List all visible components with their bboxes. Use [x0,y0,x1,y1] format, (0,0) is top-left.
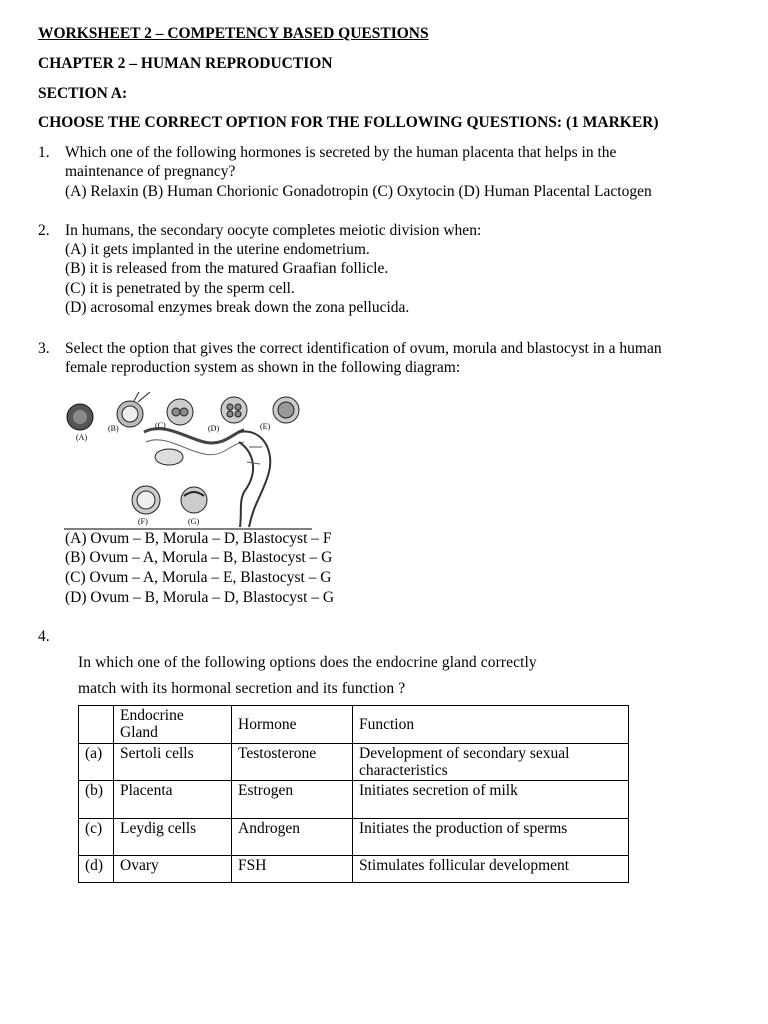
q1-options: (A) Relaxin (B) Human Chorionic Gonadotropin (C) Oxytocin (D) Human Placental Lactogen [65,183,652,200]
table-row [79,856,629,883]
diagram-label-b: (B) [108,424,119,433]
table-cell: Ovary [114,856,232,883]
table-cell: Testosterone [232,744,353,781]
table-cell: Estrogen [232,781,353,819]
q3-stem-line2: female reproduction system as shown in the following diagram: [65,359,461,376]
table-row [79,781,629,819]
table-cell: Initiates the production of sperms [353,819,629,856]
table-cell: (d) [79,856,114,883]
q3-option-a: (A) Ovum – B, Morula – D, Blastocyst – F [65,530,332,547]
table-header-cell [79,706,114,744]
table-header-row [79,706,629,744]
chapter-title: CHAPTER 2 – HUMAN REPRODUCTION [38,55,333,72]
table-cell: Initiates secretion of milk [353,781,629,819]
table-header-cell: Endocrine Gland [114,706,232,744]
table-cell: (b) [79,781,114,819]
table-cell: FSH [232,856,353,883]
table-header-cell: Function [353,706,629,744]
q2-option-a: (A) it gets implanted in the uterine endometrium. [65,241,370,258]
q3-option-c: (C) Ovum – A, Morula – E, Blastocyst – G [65,569,332,586]
table-cell: Stimulates follicular development [353,856,629,883]
q4-stem-line1: In which one of the following options does the endocrine gland correctly [78,654,537,671]
q4-number: 4. [38,628,50,645]
section-title: SECTION A: [38,85,128,102]
q1-stem-line2: maintenance of pregnancy? [65,163,236,180]
diagram-label-a: (A) [76,433,88,442]
q3-number: 3. [38,340,50,357]
table-cell: Leydig cells [114,819,232,856]
q3-option-d: (D) Ovum – B, Morula – D, Blastocyst – G [65,589,335,606]
table-header-cell: Hormone [232,706,353,744]
diagram-label-e: (E) [260,422,271,431]
q2-option-d: (D) acrosomal enzymes break down the zona pellucida. [65,299,410,316]
table-cell: Development of secondary sexual characteristics [353,744,629,781]
q3-stem-line1: Select the option that gives the correct identification of ovum, morula and blastocyst in a human [65,340,662,357]
cell-g-shape [181,487,207,513]
table-row [79,744,629,781]
q1-number: 1. [38,144,50,161]
q2-option-c: (C) it is penetrated by the sperm cell. [65,280,295,297]
diagram-label-d: (D) [208,424,220,433]
worksheet-title: WORKSHEET 2 – COMPETENCY BASED QUESTIONS [38,25,429,42]
q1-stem-line1: Which one of the following hormones is secreted by the human placenta that helps in the [65,144,617,161]
q2-stem: In humans, the secondary oocyte completes meiotic division when: [65,222,482,239]
table-cell: (c) [79,819,114,856]
table-cell: Placenta [114,781,232,819]
endocrine-table [78,705,629,883]
diagram-label-f: (F) [138,517,148,526]
q2-option-b: (B) it is released from the matured Graafian follicle. [65,260,389,277]
table-row [79,819,629,856]
diagram-label-g: (G) [188,517,200,526]
q2-number: 2. [38,222,50,239]
q4-stem-line2: match with its hormonal secretion and its function ? [78,680,406,697]
table-cell: (a) [79,744,114,781]
instruction-heading: CHOOSE THE CORRECT OPTION FOR THE FOLLOWING QUESTIONS: (1 MARKER) [38,114,659,131]
q3-option-b: (B) Ovum – A, Morula – B, Blastocyst – G [65,549,333,566]
cell-d-shape [221,397,247,423]
reproductive-system-diagram [64,392,314,532]
diagram-label-c: (C) [155,421,166,430]
table-cell: Sertoli cells [114,744,232,781]
table-cell: Androgen [232,819,353,856]
